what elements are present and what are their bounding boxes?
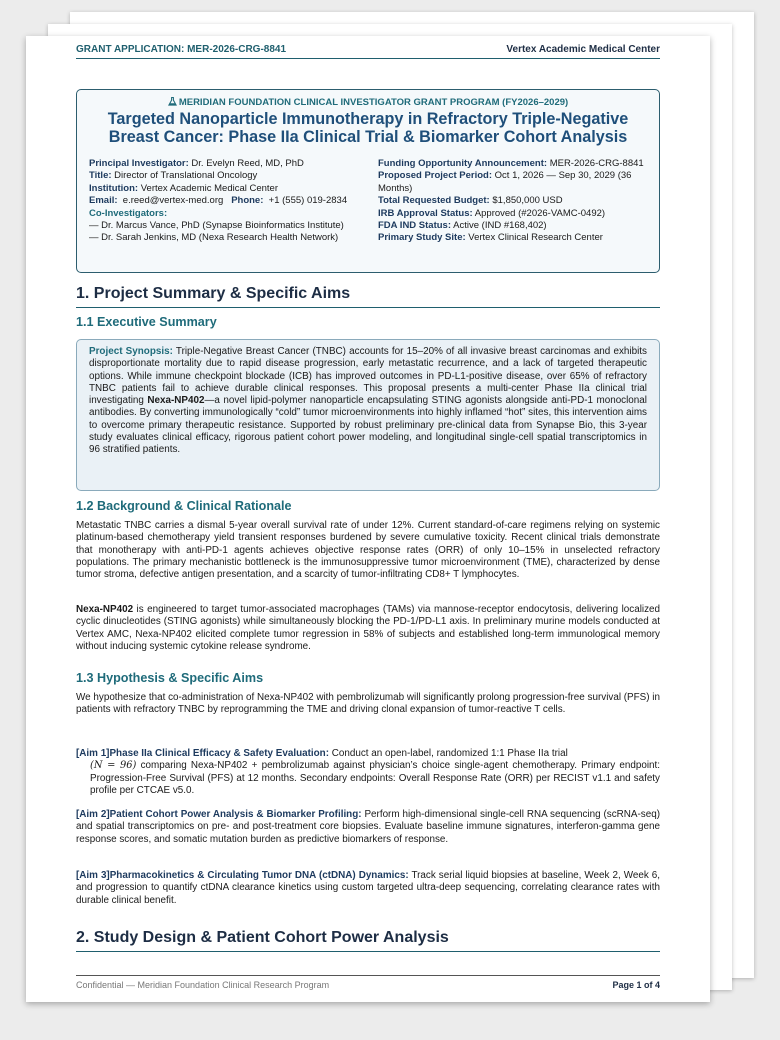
aim-3: [Aim 3]Pharmacokinetics & Circulating Tumor DNA (ctDNA) Dynamics: Track serial liquid biopsies at baseline, Week 2, Week 6, and progression to quantify ctDNA clearance kinetics using custom targeted ultra-deep sequencing, correlating clearance rates with durable clinical benefit. bbox=[76, 870, 660, 906]
site-row: Primary Study Site: Vertex Clinical Research Center bbox=[378, 232, 603, 244]
document-page bbox=[26, 36, 710, 1002]
aim-1-title: [Aim 1]Phase IIa Clinical Efficacy & Safety Evaluation: bbox=[76, 748, 329, 759]
irb-row: IRB Approval Status: Approved (#2026-VAMC-0492) bbox=[378, 207, 606, 219]
header-grant-id: GRANT APPLICATION: MER-2026-CRG-8841 bbox=[76, 44, 287, 55]
page-number: Page 1 of 4 bbox=[612, 980, 660, 990]
running-header bbox=[76, 44, 660, 59]
metadata-left-column bbox=[89, 158, 358, 245]
subsection-1-2-heading: 1.2 Background & Clinical Rationale bbox=[76, 499, 292, 513]
section-2-heading: 2. Study Design & Patient Cohort Power Analysis bbox=[76, 929, 660, 952]
metadata-right-column bbox=[378, 158, 647, 245]
grant-title: Targeted Nanoparticle Immunotherapy in Refractory Triple-Negative Breast Cancer: Phase IIa Clinical Trial & Biomarker Cohort Analysis bbox=[107, 110, 629, 146]
institution-row: Institution: Vertex Academic Medical Center bbox=[89, 182, 279, 194]
aim-2: [Aim 2]Patient Cohort Power Analysis & Biomarker Profiling: Perform high-dimensional single-cell RNA sequencing (scRNA-seq) and spatial transcriptomics on pre- and post-treatment core biopsies. Evaluate baseline immune signatures, interferon-gamma gene response scores, and somatic mutation burden as predictive biomarkers of response. bbox=[76, 809, 660, 845]
background-paragraph-1: Metastatic TNBC carries a dismal 5-year overall survival rate of under 12%. Current standard-of-care regimens relying on systemic platinum-based chemotherapy yield transient responses burdened by severe cumulative toxicity. Recent clinical trials demonstrate that monotherapy with anti-PD-1 agents achieves objective response rates (ORR) of only 10–15% in unselected refractory populations. The primary mechanistic bottleneck is the immunosuppressive tumor microenvironment (TME), characterized by dense tumor stroma, defective antigen presentation, and a scarcity of tumor-infiltrating CD8+ T lymphocytes. bbox=[76, 520, 660, 581]
project-synopsis-box: Project Synopsis: Triple-Negative Breast Cancer (TNBC) accounts for 15–20% of all invasive breast carcinomas and exhibits disproportionate mortality due to rapid disease progression, early metastatic recurrence, and a lack of targeted therapeutic options. While immune checkpoint blockade (ICB) has improved outcomes in PD-L1-positive disease, over 65% of refractory TNBC patients fail to achieve durable clinical responses. This proposal presents a multi-center Phase IIa clinical trial investigating Nexa-NP402—a novel lipid-polymer nanoparticle encapsulating STING agonists alongside anti-PD-1 monoclonal antibodies. By converting immunologically “cold” tumor microenvironments into highly inflamed “hot” sites, this intervention aims to overcome primary therapeutic resistance. Supported by robust preliminary pre-clinical data from Synapse Bio, this 3-year study evaluates clinical efficacy, rigorous patient cohort power modeling, and longitudinal single-cell spatial transcriptomics in 96 stratified patients. bbox=[76, 339, 660, 491]
subsection-1-3-heading: 1.3 Hypothesis & Specific Aims bbox=[76, 671, 264, 685]
pi-title-row: Title: Director of Translational Oncology bbox=[89, 170, 258, 182]
synopsis-label: Project Synopsis: bbox=[89, 346, 173, 357]
background-paragraph-2: Nexa-NP402 is engineered to target tumor-associated macrophages (TAMs) via mannose-receptor endocytosis, delivering localized cyclic dinucleotides (STING agonists) while simultaneously blocking the PD-1/PD-L1 axis. In preliminary murine models conducted at Vertex AMC, Nexa-NP402 elicited complete tumor regression in 58% of subjects and established long-term immunological memory without inducing systemic cytokine release syndrome. bbox=[76, 604, 660, 652]
grant-metadata bbox=[89, 158, 647, 245]
grant-title-box bbox=[76, 89, 660, 273]
flask-icon bbox=[168, 97, 177, 106]
email-link[interactable]: e.reed@vertex-med.org bbox=[122, 195, 224, 207]
aim-2-title: [Aim 2]Patient Cohort Power Analysis & Biomarker Profiling: bbox=[76, 809, 362, 820]
sample-size-formula: (N = 96) bbox=[90, 760, 137, 772]
contact-row: Email: e.reed@vertex-med.org Phone: +1 (555) 019-2834 bbox=[89, 195, 348, 207]
subsection-1-1-heading: 1.1 Executive Summary bbox=[76, 315, 217, 329]
budget-row: Total Requested Budget: $1,850,000 USD bbox=[378, 195, 563, 207]
section-1-heading: 1. Project Summary & Specific Aims bbox=[76, 285, 660, 308]
fda-row: FDA IND Status: Active (IND #168,402) bbox=[378, 220, 547, 232]
header-institution: Vertex Academic Medical Center bbox=[506, 44, 660, 55]
confidentiality-notice: Confidential — Meridian Foundation Clinical Research Program bbox=[76, 980, 330, 990]
co-investigators-label: Co-Investigators: bbox=[89, 207, 168, 219]
period-row: Proposed Project Period: Oct 1, 2026 — Sep 30, 2029 (36 Months) bbox=[378, 170, 632, 194]
hypothesis-paragraph: We hypothesize that co-administration of Nexa-NP402 with pembrolizumab will significantly prolong progression-free survival (PFS) in patients with refractory TNBC by reprogramming the TME and driving clonal expansion of tumor-reactive T cells. bbox=[76, 692, 660, 716]
co-investigator-1: — Dr. Marcus Vance, PhD (Synapse Bioinformatics Institute) bbox=[89, 220, 344, 232]
page-footer bbox=[76, 975, 660, 990]
drug-name: Nexa-NP402 bbox=[147, 395, 205, 407]
pi-row: Principal Investigator: Dr. Evelyn Reed, MD, PhD bbox=[89, 158, 304, 169]
co-investigator-2: — Dr. Sarah Jenkins, MD (Nexa Research Health Network) bbox=[89, 232, 339, 244]
aim-1: [Aim 1]Phase IIa Clinical Efficacy & Safety Evaluation: Conduct an open-label, randomized 1:1 Phase IIa trial (N = 96) comparing Nexa-NP402 + pembrolizumab against physician’s choice single-agent chemotherapy. Primary endpoint: Progression-Free Survival (PFS) at 12 months. Secondary endpoints: Overall Response Rate (ORR) per RECIST v1.1 and safety profile per CTCAE v5.0. bbox=[76, 748, 660, 796]
foa-row: Funding Opportunity Announcement: MER-2026-CRG-8841 bbox=[378, 158, 644, 169]
aim-3-title: [Aim 3]Pharmacokinetics & Circulating Tumor DNA (ctDNA) Dynamics: bbox=[76, 870, 409, 881]
program-name: MERIDIAN FOUNDATION CLINICAL INVESTIGATOR GRANT PROGRAM (FY2026–2029) bbox=[89, 97, 647, 108]
